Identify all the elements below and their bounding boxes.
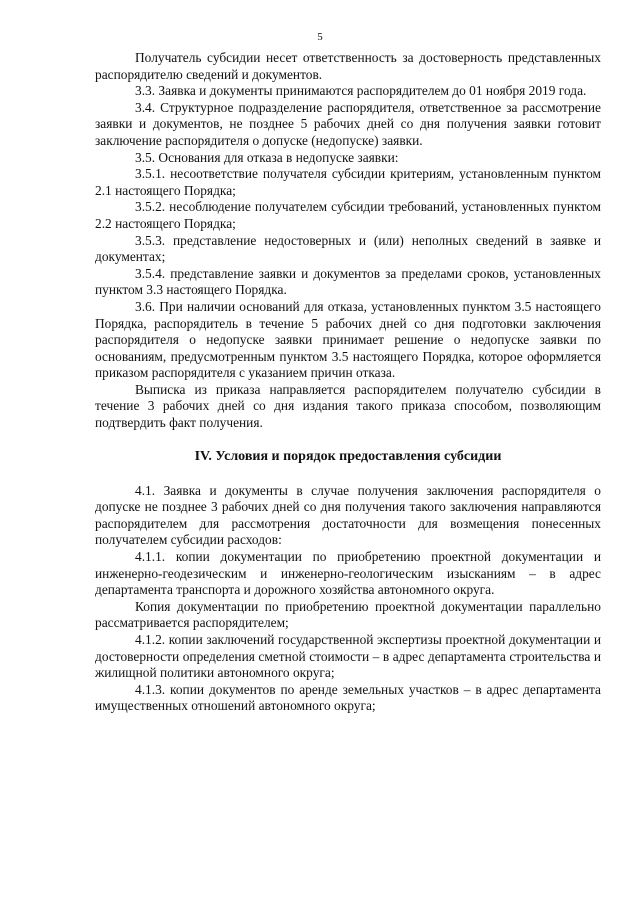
paragraph: 4.1.2. копии заключений государственной экспертизы проектной документации и достоверности определения сметной стоимости – в адрес департамента строительства и жилищной политики автономного округа;	[95, 632, 601, 681]
paragraph: Копия документации по приобретению проектной документации параллельно рассматривается распорядителем;	[95, 598, 601, 631]
document-body	[95, 50, 601, 715]
paragraph: 4.1.3. копии документов по аренде земельных участков – в адрес департамента имущественных отношений автономного округа;	[95, 681, 601, 714]
paragraph: 4.1.1. копии документации по приобретению проектной документации и инженерно-геодезическим и инженерно-геологическим изысканиям – в адрес департамента транспорта и дорожного хозяйства автономного округа.	[95, 549, 601, 598]
paragraph: 3.5. Основания для отказа в недопуске заявки:	[135, 149, 399, 165]
section-title: IV. Условия и порядок предоставления субсидии	[194, 448, 502, 464]
paragraph: 4.1. Заявка и документы в случае получения заключения распорядителя о допуске не позднее 3 рабочих дней со дня получения такого заключения направляются распорядителем для рассмотрения достаточности для возмещения понесенных получателем субсидии расходов:	[95, 482, 601, 548]
paragraph: 3.4. Структурное подразделение распорядителя, ответственное за рассмотрение заявки и документов, не позднее 5 рабочих дней со дня получения заявки готовит заключение распорядителя о допуске (недопуске) заявки.	[95, 99, 601, 148]
paragraph: 3.5.1. несоответствие получателя субсидии критериям, установленным пунктом 2.1 настоящего Порядка;	[95, 166, 601, 198]
paragraph: Выписка из приказа направляется распорядителем получателю субсидии в течение 3 рабочих дней со дня издания такого приказа способом, позволяющим подтвердить факт получения.	[95, 381, 601, 431]
paragraph: 3.5.2. несоблюдение получателем субсидии требований, установленных пунктом 2.2 настоящего Порядка;	[95, 199, 601, 231]
paragraph: Получатель субсидии несет ответственность за достоверность представленных распорядителю сведений и документов.	[95, 50, 601, 82]
paragraph: 3.3. Заявка и документы принимаются распорядителем до 01 ноября 2019 года.	[135, 83, 587, 99]
paragraph: 3.5.3. представление недостоверных и (или) неполных сведений в заявке и документах;	[95, 232, 601, 265]
paragraph: 3.6. При наличии оснований для отказа, установленных пунктом 3.5 настоящего Порядка, распорядитель в течение 5 рабочих дней со дня подготовки заключения распорядителя о недопуске заявки принимает решение о недопуске заявки по основаниям, предусмотренным пунктом 3.5 настоящего Порядка, которое оформляется приказом распорядителя с указанием причин отказа.	[95, 298, 601, 381]
paragraph: 3.5.4. представление заявки и документов за пределами сроков, установленных пунктом 3.3 настоящего Порядка.	[95, 265, 601, 298]
page-number: 5	[317, 31, 323, 43]
